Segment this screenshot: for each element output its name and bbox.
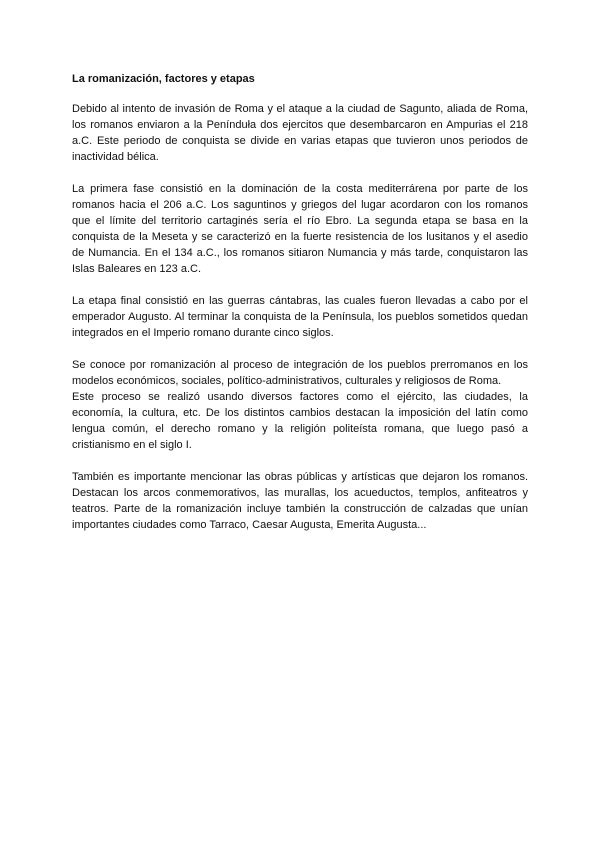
paragraph-final-stage: La etapa final consistió en las guerras cántabras, las cuales fueron llevadas a cabo por el emperador Augusto. Al terminar la conquista de la Península, los pueblos sometidos quedan integrados en el Imperio romano durante cinco siglos. (72, 295, 528, 339)
paragraph-public-works: También es importante mencionar las obras públicas y artísticas que dejaron los romanos. Destacan los arcos conmemorativos, las murallas, los acueductos, templos, anfiteatros y teatros. Parte de la romanización incluye también la construcción de calzadas que unían importantes ciudades como Tarraco, Caesar Augusta, Emerita Augusta... (72, 471, 528, 531)
document-page (72, 72, 528, 549)
paragraph-definition: Se conoce por romanización al proceso de integración de los pueblos prerromanos en los modelos económicos, sociales, político-administrativos, culturales y religiosos de Roma. (72, 359, 528, 387)
paragraph-factors: Este proceso se realizó usando diversos factores como el ejército, las ciudades, la economía, la cultura, etc. De los distintos cambios destacan la imposición del latín como lengua común, el derecho romano y la religión politeísta romana, que luego pasó a cristianismo en el siglo I. (72, 391, 528, 451)
paragraph-invasion: Debido al intento de invasión de Roma y el ataque a la ciudad de Sagunto, aliada de Roma, los romanos enviaron a la Penínduła dos ejercitos que desembarcaron en Ampurias el 218 a.C. Este periodo de conquista se divide en varias etapas que tuvieron unos periodos de inactividad bélica. (72, 103, 528, 163)
document-title: La romanización, factores y etapas (72, 73, 255, 85)
paragraph-phases: La primera fase consistió en la dominación de la costa mediterrárena por parte de los romanos hacia el 206 a.C. Los saguntinos y griegos del lugar acordaron con los romanos que el límite del territorio cartaginés sería el río Ebro. La segunda etapa se basa en la conquista de la Meseta y se caracterizó en la fuerte resistencia de los lusitanos y el asedio de Numancia. En el 134 a.C., los romanos sitiaron Numancia y más tarde, conquistaron las Islas Baleares en 123 a.C. (72, 183, 528, 275)
